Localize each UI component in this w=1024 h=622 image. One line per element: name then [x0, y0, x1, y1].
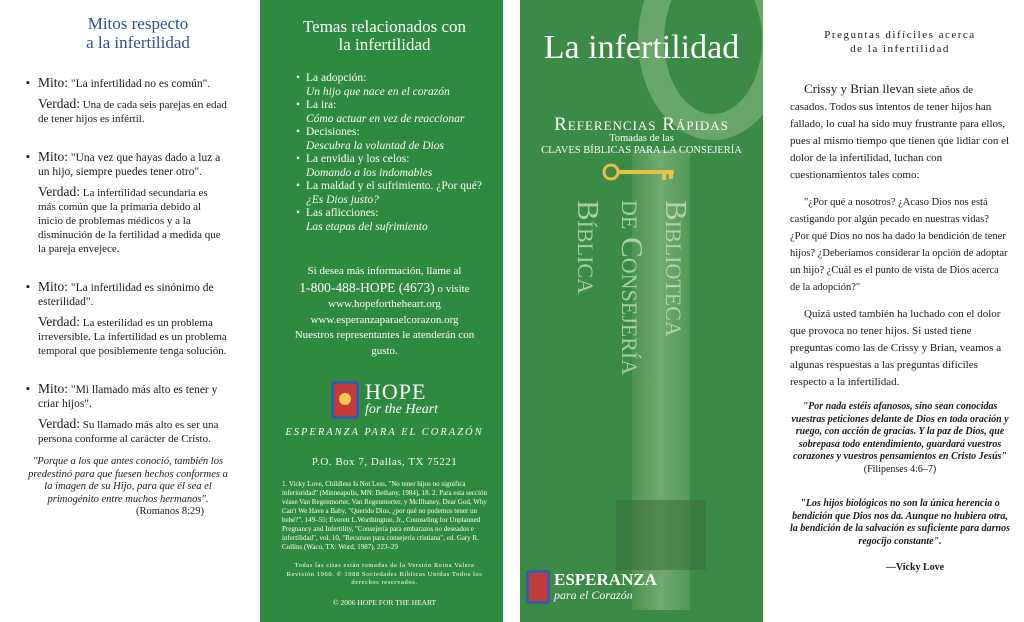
- related-topics-panel: [260, 0, 503, 622]
- key-icon: [602, 161, 682, 183]
- topic-item: • Las aflicciones: Las etapas del sufrimiento: [296, 207, 487, 234]
- followup-paragraph: Quizá usted también ha luchado con el dolor que provoca no tener hijos. Si usted tiene preguntas como las de Crissy y Brian, veamos a algunas respuestas a las preguntas difíciles respecto a la infertilidad.: [790, 308, 1002, 388]
- stained-glass-icon: [526, 570, 550, 604]
- mailing-address: P.O. Box 7, Dallas, TX 75221: [311, 456, 458, 468]
- topic-item: • La maldad y el sufrimiento. ¿Por qué? ¿Es Dios justo?: [296, 180, 487, 207]
- myths-panel: [0, 0, 248, 622]
- website-link[interactable]: www.esperanzaparaelcorazon.org: [310, 313, 459, 326]
- topic-item: • La adopción: Un hijo que nace en el corazón: [296, 72, 487, 99]
- hope-logo: HOPE for the Heart: [282, 381, 487, 419]
- myth-item: ▪ Mito: "Una vez que hayas dado a luz a un hijo, siempre puedes tener otro". Verdad: La infertilidad secundaria es más común que la primaria debido al inicio de problemas médicos y a la disminución de la fertilidad a medida que la pareja envejece.: [28, 150, 228, 256]
- quick-reference-title: Referencias Rápidas: [554, 114, 729, 135]
- vertical-title-2: de Consejería: [615, 200, 650, 376]
- topics-list: [282, 72, 487, 234]
- phone-number[interactable]: 1-800-488-HOPE (4673): [299, 279, 435, 295]
- topic-item: • La ira: Cómo actuar en vez de reaccionar: [296, 99, 487, 126]
- vertical-title-1: Biblioteca: [659, 200, 694, 337]
- key-teeth-graphic: [616, 500, 706, 570]
- related-topics-title: Temas relacionados con la infertilidad: [302, 17, 467, 54]
- topic-item: • Decisiones: Descubra la voluntad de Dios: [296, 126, 487, 153]
- myth-item: ▪ Mito: "Mi llamado más alto es tener y criar hijos". Verdad: Su llamado más alto es ser una persona conforme al carácter de Cristo.: [28, 382, 228, 446]
- quick-reference-subtitle: Tomadas de las CLAVES BÍBLICAS PARA LA CONSEJERÍA: [541, 133, 742, 156]
- footnotes: 1. Vicky Love, Childless Is Not Less, "No tener hijos no significa inferioridad" (Minneapolis, MN: Bethany, 1984), 18. 2. Para esta sección véase Van Regenmorter, Van Regenmorter, y McIlhaney, Dear God, Why Can't We Have a Baby, "Querido Dios, ¿por qué no podemos tener un bebé?", 149–55; Everett L.Worthington, Jr., Counseling for Unplanned Pregnancy and Infertility, "Consejería para embarazos no deseados e infertilidad", vol. 10, "Recursos para consejería cristiana", ed. Gary R. Collins (Waco, TX: Word, 1987), 223–29: [282, 480, 487, 551]
- intro-paragraph: Crissy y Brian llevan siete años de casados. Todos sus intentos de tener hijos han fallado, lo cual ha sido muy frustrante para ellos, pues al mismo tiempo que tienen que lidiar con el dolor de la infertilidad, luchan con cuestionamientos tales como:: [790, 81, 1010, 181]
- myth-item: ▪ Mito: "La infertilidad es sinónimo de esterilidad". Verdad: La esterilidad es un problema irreversible. La infertilidad es un problema temporal que posiblemente tenga solución.: [28, 280, 228, 358]
- contact-block: Si desea más información, llame al 1-800-488-HOPE (4673) o visite www.hopefortheheart.org www.esperanzaparaelcorazon.org Nuestros representantes le atenderán con gusto.: [282, 264, 487, 359]
- scripture-ref: (Romanos 8:29): [136, 506, 204, 517]
- bible-verse: "Por nada estéis afanosos, sino sean conocidas vuestras peticiones delante de Dios en toda oración y ruego, con acción de gracias. Y la paz de Dios, que sobrepasa todo entendimiento, guardará vuestros corazones y vuestros pensamientos en Cristo Jesús" (Filipenses 4:6–7): [791, 401, 1009, 475]
- stained-glass-icon: [331, 381, 359, 419]
- topic-item: • La envidia y los celos: Domando a los indomables: [296, 153, 487, 180]
- myths-title: Mitos respecto a la infertilidad: [86, 14, 190, 52]
- cover-panel: [520, 0, 763, 622]
- quote-author: —Vicky Love: [885, 562, 945, 573]
- esperanza-logo: ESPERANZA para el Corazón: [526, 570, 657, 604]
- website-link[interactable]: www.hopefortheheart.org: [328, 298, 441, 310]
- hard-questions-panel: [778, 0, 1024, 622]
- verse-ref: (Filipenses 4:6–7): [863, 463, 937, 475]
- tagline: ESPERANZA PARA EL CORAZÓN: [285, 427, 484, 438]
- myth-item: ▪ Mito: "La infertilidad no es común". Verdad: Una de cada seis parejas en edad de tener hijos es infértil.: [28, 76, 228, 126]
- copyright: © 2006 HOPE FOR THE HEART: [332, 597, 437, 607]
- vertical-title-3: Bíblica: [571, 200, 606, 295]
- author-quote: "Los hijos biológicos no son la única herencia o bendición que Dios nos da. Aunque no hubiera otra, la bendición de la salvación es suficiente para darnos regocijo constante".: [790, 498, 1010, 547]
- cover-title: La infertilidad: [543, 29, 740, 66]
- questions-paragraph: "¿Por qué a nosotros? ¿Acaso Dios nos está castigando por algún pecado en nuestras vidas? ¿Por qué Dios no nos ha dado la bendición de tener hijos? ¿Deberíamos considerar la opción de adoptar un hijo? ¿Cuál es el punto de vista de Dios acerca de la adopción?": [790, 197, 1008, 293]
- scripture-quote: "Porque a los que antes conoció, también los predestinó para que fuesen hechos conformes a la imagen de su Hijo, para que él sea el primogénito entre muchos hermanos". (Romanos 8:29): [28, 456, 228, 517]
- bible-copyright: Todas las citas están tomadas de la Versión Reina Valera Revisión 1960. © 1988 Sociedades Bíblicas Unidas Todos los derechos reservados.: [286, 562, 483, 586]
- hard-questions-title: Preguntas difíciles acerca de la infertilidad: [824, 29, 976, 55]
